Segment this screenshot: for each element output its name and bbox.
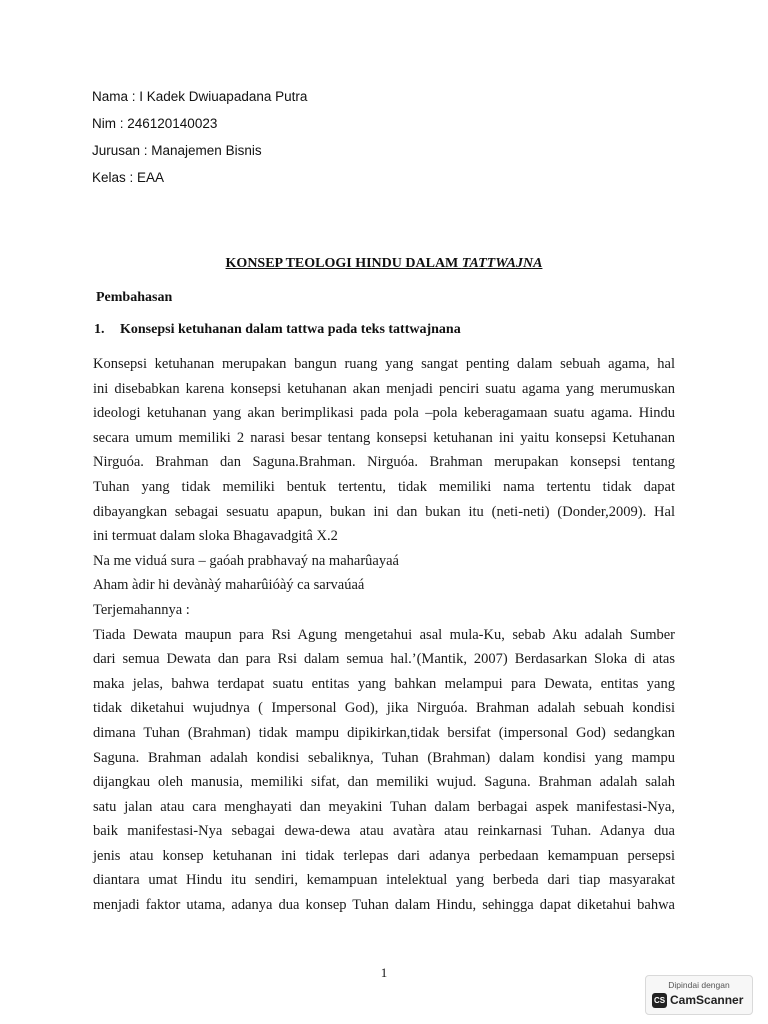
translation-label: Terjemahannya : xyxy=(93,601,190,618)
subsection-number: 1. xyxy=(94,322,105,337)
body-line: Konsepsi ketuhanan merupakan bangun ruang yang sangat penting dalam sebuah agama, hal xyxy=(93,356,675,372)
camscanner-watermark xyxy=(645,975,753,1015)
camscanner-logo-icon: CS xyxy=(652,993,667,1008)
body-line: Tuhan yang tidak memiliki bentuk tertentu, tidak memiliki nama tertentu tidak dapat xyxy=(93,478,675,495)
body-line: ini termuat dalam sloka Bhagavadgitâ X.2 xyxy=(93,528,338,545)
body-line: diantara umat Hindu itu sendiri, kemampuan intelektual yang berbeda dari tiap masyarakat xyxy=(93,872,675,889)
page-number: 1 xyxy=(380,965,388,980)
watermark-caption: Dipindai dengan xyxy=(668,980,730,990)
sloka-line: Na me viduá sura – gaóah prabhavaý na maharûayaá xyxy=(93,552,399,569)
body-line: dijangkau oleh manusia, memiliki sifat, dan memiliki wujud. Saguna. Brahman adalah salah xyxy=(93,774,675,791)
student-name: Nama : I Kadek Dwiuapadana Putra xyxy=(92,89,308,104)
document-title-main: KONSEP TEOLOGI HINDU DALAM xyxy=(225,256,462,271)
section-heading: Pembahasan xyxy=(96,290,173,305)
student-class: Kelas : EAA xyxy=(92,170,165,185)
body-line: Tiada Dewata maupun para Rsi Agung mengetahui asal mula-Ku, sebab Aku adalah Sumber xyxy=(93,626,675,643)
body-line: baik manifestasi-Nya sebagai dewa-dewa atau avatàra atau reinkarnasi Tuhan. Adanya dua xyxy=(93,823,675,840)
subsection-heading xyxy=(94,322,461,338)
body-line: tidak diketahui wujudnya ( Impersonal God), jika Nirguóa. Brahman adalah sebuah kondisi xyxy=(93,700,675,717)
body-line: secara umum memiliki 2 narasi besar tentang konsepsi ketuhanan ini yaitu konsepsi Ketuhanan xyxy=(93,429,675,446)
body-line: jenis atau konsep ketuhanan ini tidak terlepas dari adanya perbedaan kemampuan persepsi xyxy=(93,847,675,864)
student-nim: Nim : 246120140023 xyxy=(92,116,218,131)
body-line: dibayangkan sebagai sesuatu apapun, bukan ini dan bukan itu (neti-neti) (Donder,2009). Hal xyxy=(93,503,675,520)
document-title xyxy=(0,256,768,272)
body-line: ideologi ketuhanan yang akan berimplikasi pada pola –pola keberagamaan suatu agama. Hindu xyxy=(93,405,675,422)
student-major: Jurusan : Manajemen Bisnis xyxy=(92,143,262,158)
watermark-brand: CamScanner xyxy=(670,993,744,1007)
body-line: dimana Tuhan (Brahman) tidak mampu dipikirkan,tidak bersifat (impersonal God) sedangkan xyxy=(93,724,675,741)
student-info xyxy=(92,88,307,196)
body-line: maka jelas, bahwa terdapat suatu entitas yang bahkan melampui para Dewata, entitas yang xyxy=(93,675,675,692)
body-line: Saguna. Brahman adalah kondisi sebaliknya, Tuhan (Brahman) dalam kondisi yang mampu xyxy=(93,749,675,766)
body-line: Nirguóa. Brahman dan Saguna.Brahman. Nirguóa. Brahman merupakan konsepsi tentang xyxy=(93,454,675,471)
body-line: menjadi faktor utama, adanya dua konsep Tuhan dalam Hindu, sehingga dapat diketahui bahwa xyxy=(93,897,675,914)
body-text xyxy=(93,352,675,918)
subsection-title: Konsepsi ketuhanan dalam tattwa pada teks tattwajnana xyxy=(120,322,461,337)
body-line: dari semua Dewata dan para Rsi dalam semua hal.’(Mantik, 2007) Berdasarkan Sloka di atas xyxy=(93,651,675,668)
sloka-line: Aham àdir hi devànàý maharûióàý ca sarvaúaá xyxy=(93,577,365,594)
document-title-italic: TATTWAJNA xyxy=(461,256,543,271)
body-line: satu jalan atau cara menghayati dan meyakini Tuhan dalam berbagai aspek manifestasi-Nya, xyxy=(93,798,675,815)
body-line: ini disebabkan karena konsepsi ketuhanan akan menjadi penciri suatu agama yang merumuskan xyxy=(93,380,675,397)
